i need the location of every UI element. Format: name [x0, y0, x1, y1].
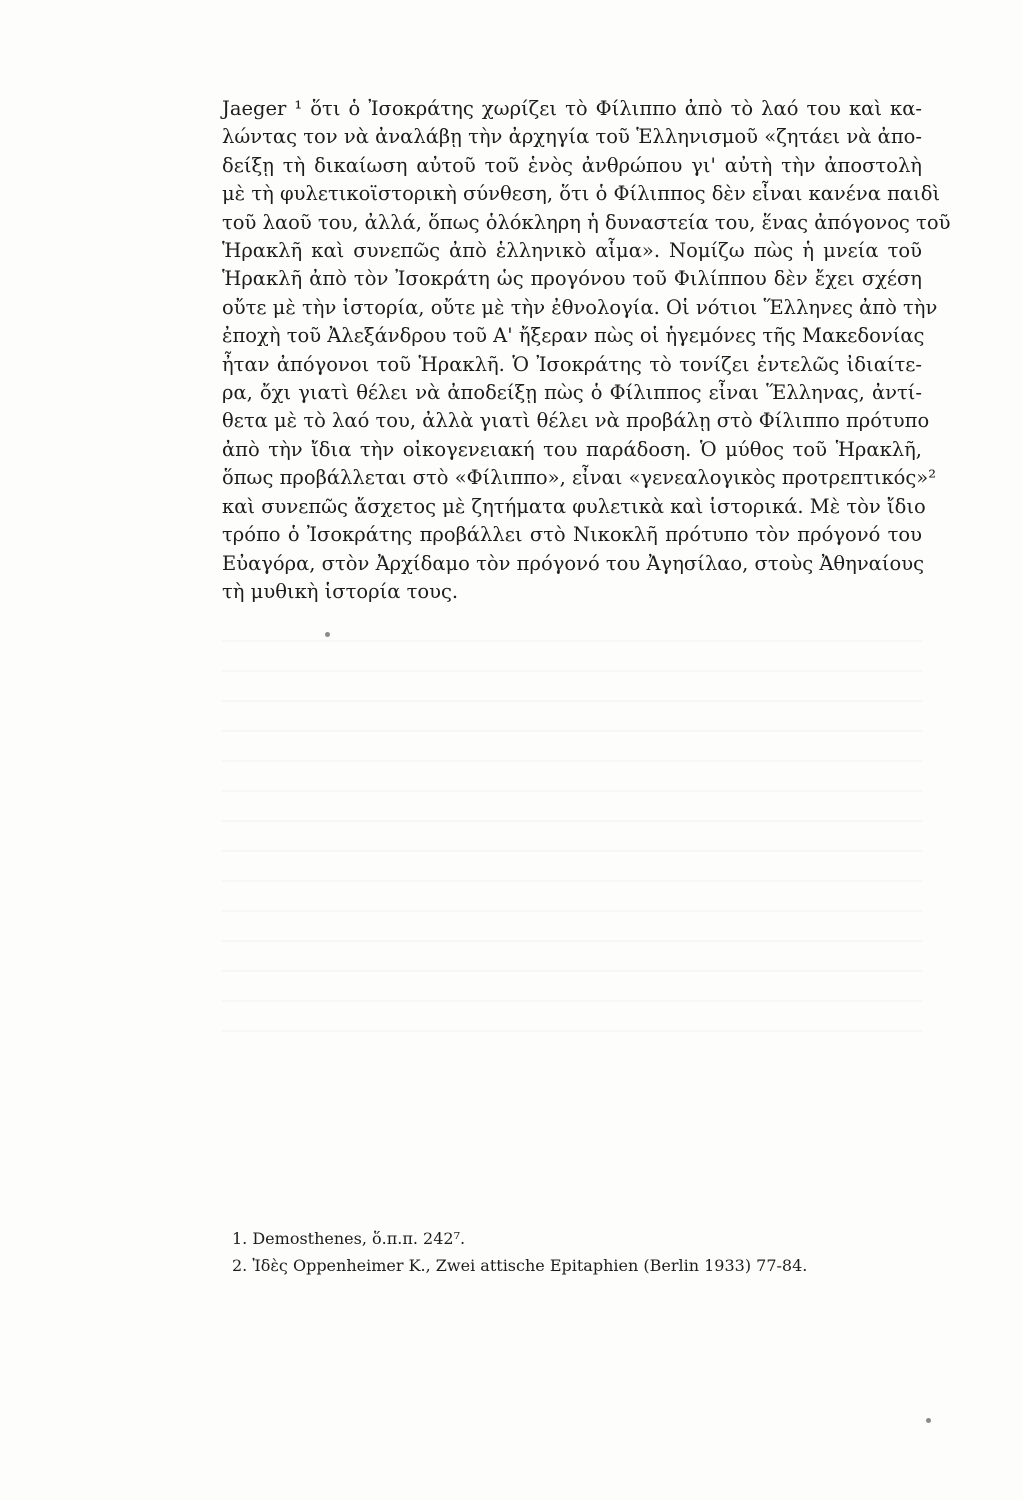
footnote-1: 1. Demosthenes, ὅ.π.π. 242⁷. [232, 1229, 466, 1248]
text-line: ἐποχὴ τοῦ Ἀλεξάνδρου τοῦ Α' ἤξεραν πὼς οἱ ἡγεμόνες τῆς Μακεδονίας [222, 324, 925, 348]
main-text-block [222, 95, 951, 606]
text-line: θετα μὲ τὸ λαό του, ἀλλὰ γιατὶ θέλει νὰ προβάλῃ στὸ Φίλιππο πρότυπο [222, 409, 930, 433]
text-line: Jaeger ¹ ὅτι ὁ Ἰσοκράτης χωρίζει τὸ Φίλιππο ἀπὸ τὸ λαό του καὶ κα- [222, 97, 922, 120]
text-line: καὶ συνεπῶς ἄσχετος μὲ ζητήματα φυλετικὰ καὶ ἱστορικά. Μὲ τὸν ἴδιο [222, 494, 926, 518]
text-line: λώντας τον νὰ ἀναλάβῃ τὴν ἀρχηγία τοῦ Ἑλληνισμοῦ «ζητάει νὰ ἀπο- [222, 125, 922, 149]
text-line: τὴ μυθικὴ ἱστορία τους. [222, 579, 459, 603]
text-line: ὅπως προβάλλεται στὸ «Φίλιππο», εἶναι «γενεαλογικὸς προτρεπτικός»² [222, 466, 937, 490]
ink-speck [325, 632, 330, 637]
text-line: Εὐαγόρα, στὸν Ἀρχίδαμο τὸν πρόγονό του Ἀγησίλαο, στοὺς Ἀθηναίους [222, 551, 925, 575]
text-line: δείξῃ τὴ δικαίωση αὐτοῦ τοῦ ἑνὸς ἀνθρώπου γι' αὐτὴ τὴν ἀποστολὴ [222, 153, 922, 177]
text-line: ἀπὸ τὴν ἴδια τὴν οἰκογενειακή του παράδοση. Ὁ μύθος τοῦ Ἡρακλῆ, [222, 437, 922, 461]
show-through-background [222, 640, 922, 1060]
text-line: τοῦ λαοῦ του, ἀλλά, ὅπως ὁλόκληρη ἡ δυναστεία του, ἕνας ἀπόγονος τοῦ [222, 210, 951, 234]
text-line: ἦταν ἀπόγονοι τοῦ Ἡρακλῆ. Ὁ Ἰσοκράτης τὸ τονίζει ἐντελῶς ἰδιαίτε- [222, 352, 922, 376]
text-line: ρα, ὄχι γιατὶ θέλει νὰ ἀποδείξῃ πὼς ὁ Φίλιππος εἶναι Ἕλληνας, ἀντί- [222, 381, 922, 405]
text-line: Ἡρακλῆ καὶ συνεπῶς ἀπὸ ἑλληνικὸ αἷμα». Νομίζω πὼς ἡ μνεία τοῦ [222, 239, 922, 263]
footnotes [232, 1225, 922, 1279]
ink-speck [926, 1418, 931, 1423]
text-line: μὲ τὴ φυλετικοϊστορικὴ σύνθεση, ὅτι ὁ Φίλιππος δὲν εἶναι κανένα παιδὶ [222, 182, 941, 206]
text-line: τρόπο ὁ Ἰσοκράτης προβάλλει στὸ Νικοκλῆ πρότυπο τὸν πρόγονό του [222, 523, 922, 547]
text-line: Ἡρακλῆ ἀπὸ τὸν Ἰσοκράτη ὡς προγόνου τοῦ Φιλίππου δὲν ἔχει σχέση [222, 267, 922, 291]
text-line: οὔτε μὲ τὴν ἱστορία, οὔτε μὲ τὴν ἐθνολογία. Οἱ νότιοι Ἕλληνες ἀπὸ τὴν [222, 295, 938, 319]
footnote-2: 2. Ἰδὲς Oppenheimer K., Zwei attische Epitaphien (Berlin 1933) 77-84. [232, 1256, 808, 1275]
